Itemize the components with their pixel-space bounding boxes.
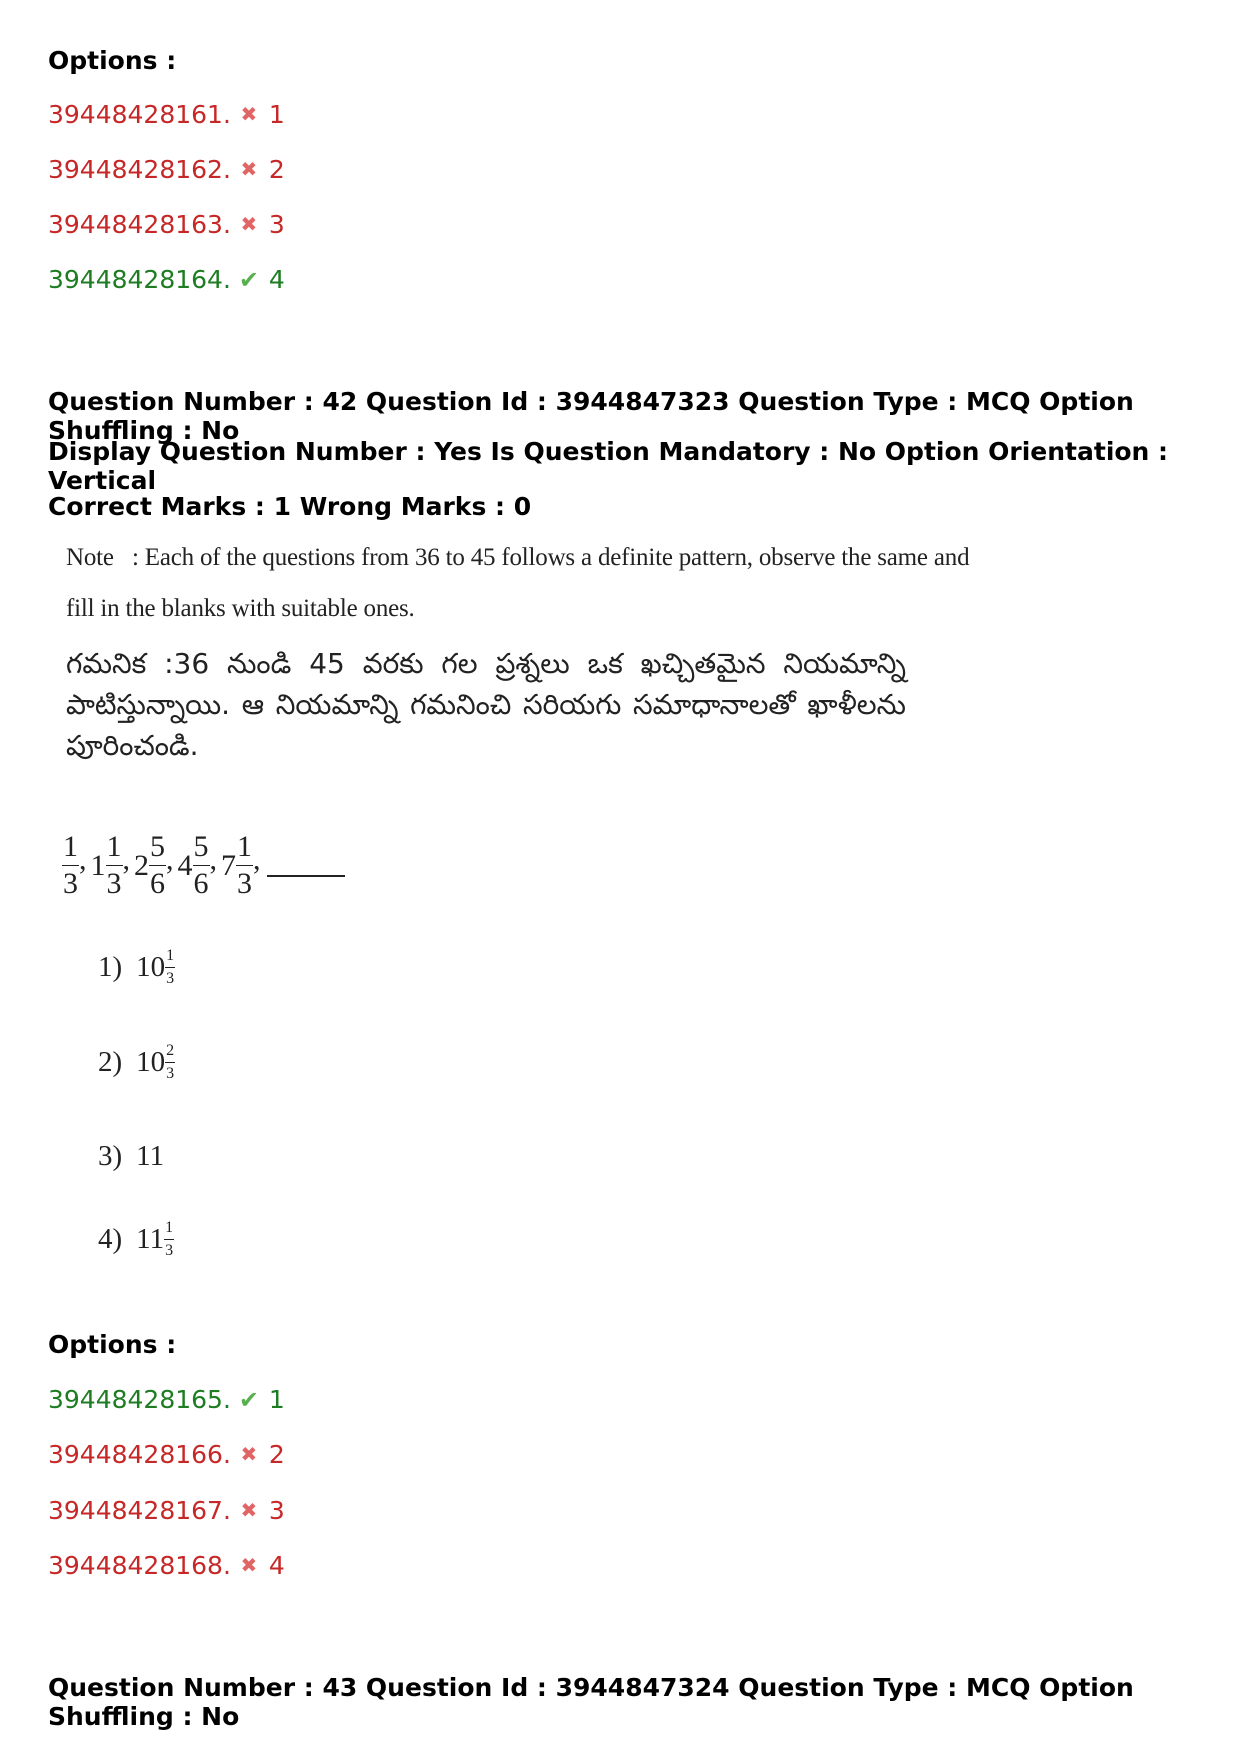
option-value: 3 [268,1496,285,1525]
fraction-sequence: $\frac{1}{3}$ , 1 $\frac{1}{3}$ , 2 $\frac{5}{6}$ , 4 $\frac{5}{6}$ , 7 $\frac{1}{3}$ , [62,832,345,899]
option-row [48,1496,285,1525]
choice-fraction: $\frac{2}{3}$ [166,1042,175,1082]
question-meta-line: Question Number : 42 Question Id : 3944847323 Question Type : MCQ Option Shuffling : No [48,387,1134,445]
option-id: 39448428162. [48,155,231,184]
option-id: 39448428166. [48,1440,231,1469]
sequence-whole: 7 [221,848,236,882]
choice-label: 2) [98,1046,123,1078]
option-id: 39448428164. [48,265,231,294]
cross-icon: ✖ [240,102,258,126]
option-id: 39448428163. [48,210,231,239]
options-heading: Options : [48,46,177,75]
choice-whole: 11 [136,1223,165,1255]
sequence-term: $\frac{1}{3}$ [106,830,122,900]
check-icon: ✔ [238,1386,259,1414]
sequence-whole: 4 [177,848,193,882]
sequence-whole: 1 [90,848,106,882]
answer-choice [98,1043,175,1082]
option-value: 4 [268,1551,285,1580]
option-id: 39448428165. [48,1385,231,1414]
sequence-term: $\frac{5}{6}$ [150,830,165,900]
note-english-line: fill in the blanks with suitable ones. [66,595,415,622]
option-value: 4 [268,265,285,294]
cross-icon: ✖ [240,1553,258,1577]
option-id: 39448428167. [48,1496,231,1525]
option-row [48,210,285,239]
choice-whole: 11 [136,1140,165,1172]
sequence-term: $\frac{5}{6}$ [193,830,209,900]
options-heading: Options : [48,1330,177,1359]
option-id: 39448428168. [48,1551,231,1580]
sequence-term: $\frac{1}{3}$ [63,830,78,900]
option-row [48,1551,285,1580]
question-meta-line: Question Number : 43 Question Id : 3944847324 Question Type : MCQ Option Shuffling : No [48,1673,1134,1731]
option-value: 2 [268,1440,285,1469]
option-row [48,1440,285,1469]
option-row [48,1385,285,1414]
cross-icon: ✖ [240,212,258,236]
choice-whole: 10 [136,1046,166,1078]
choice-label: 4) [98,1223,123,1255]
answer-choice [98,948,175,987]
option-id: 39448428161. [48,100,231,129]
option-row [48,100,285,129]
sequence-term: $\frac{1}{3}$ [237,830,252,900]
answer-choice [98,1220,174,1259]
option-value: 2 [268,155,285,184]
choice-whole: 10 [136,951,166,983]
option-row [48,155,285,184]
cross-icon: ✖ [240,157,258,181]
answer-blank [267,875,345,877]
option-value: 3 [268,210,285,239]
option-value: 1 [268,1385,285,1414]
option-value: 1 [268,100,285,129]
cross-icon: ✖ [240,1498,258,1522]
check-icon: ✔ [238,266,259,294]
cross-icon: ✖ [240,1442,258,1466]
sequence-whole: 2 [134,848,149,882]
note-english-line: Note : Each of the questions from 36 to 45 follows a definite pattern, observe the same and [66,544,970,571]
choice-fraction: $\frac{1}{3}$ [166,947,175,987]
note-telugu: గమనిక :36 నుండి 45 వరకు గల ప్రశ్నలు ఒక ఖచ్చితమైన నియమాన్ని పాటిస్తున్నాయి. ఆ నియమాన్ని గమనించి సరియగు సమాధానాలతో ఖాళీలను పూరించండి. [66,647,906,762]
question-meta-line: Display Question Number : Yes Is Question Mandatory : No Option Orientation : Vertical [48,437,1169,495]
choice-label: 1) [98,951,123,983]
choice-fraction: $\frac{1}{3}$ [165,1219,174,1259]
question-meta-line: Correct Marks : 1 Wrong Marks : 0 [48,492,532,521]
answer-choice [98,1140,164,1173]
option-row [48,265,285,294]
choice-label: 3) [98,1140,123,1172]
